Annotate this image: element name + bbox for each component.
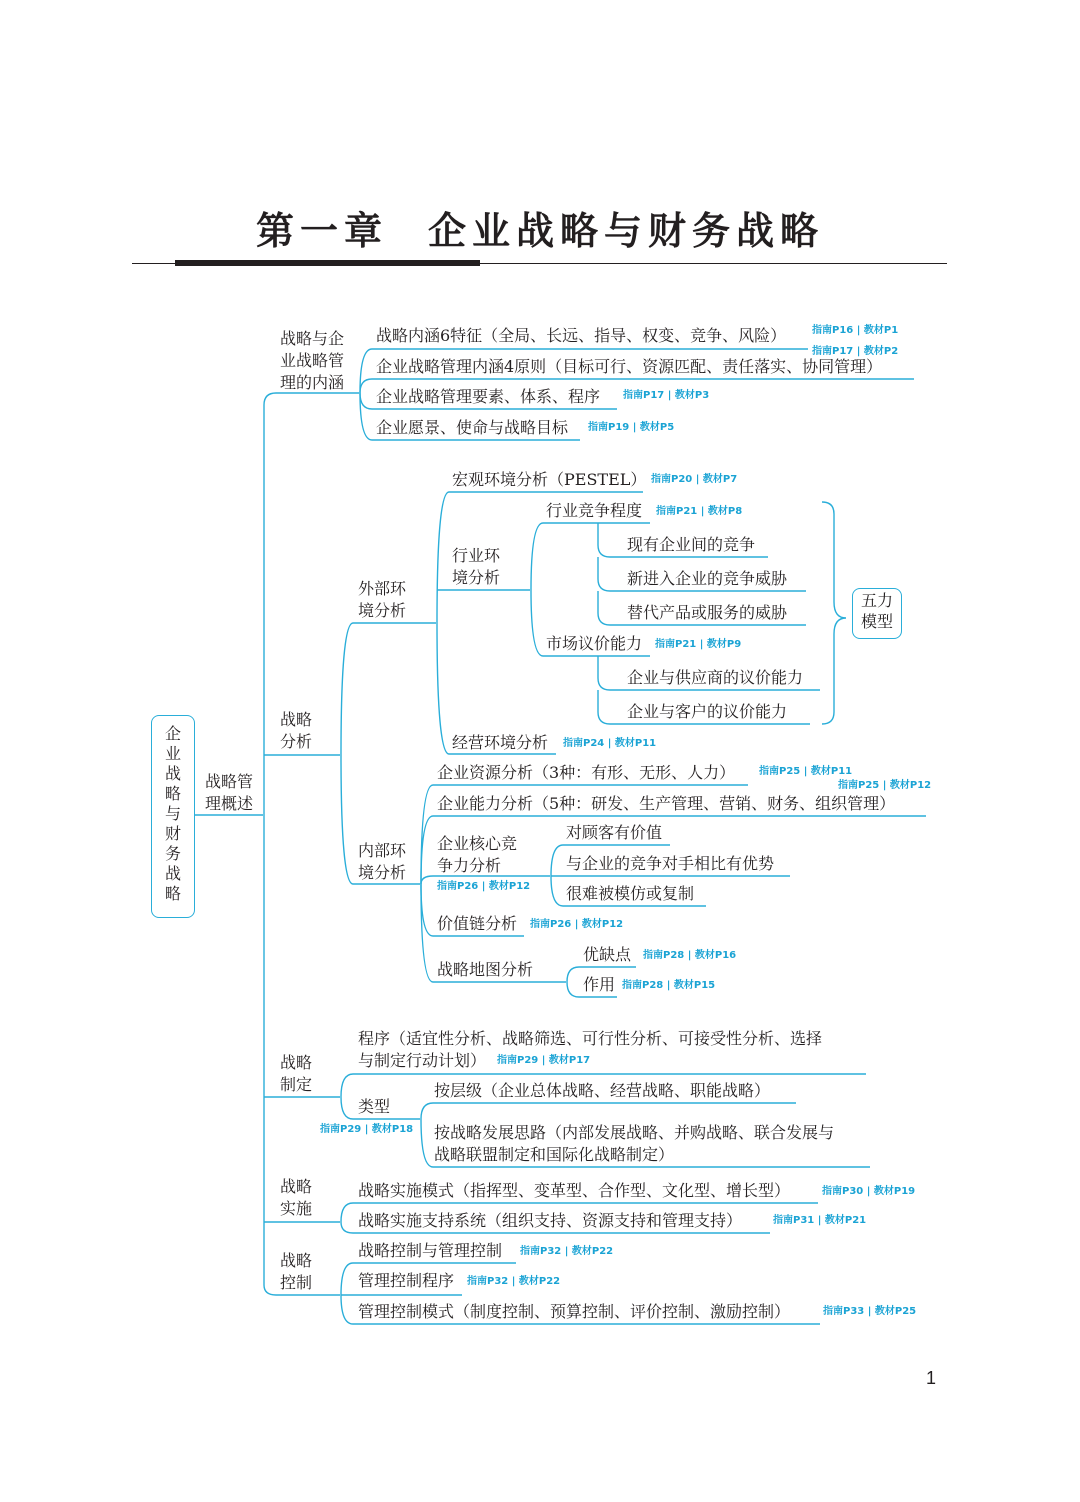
overview-label: 战略管 理概述 xyxy=(205,772,254,813)
neihan-item-1: 战略内涵6特征（全局、长远、指导、权变、竞争、风险） xyxy=(376,326,787,345)
shishi-ref-2: 指南P31 | 教材P21 xyxy=(773,1215,867,1226)
neihan-item-4: 企业愿景、使命与战略目标 xyxy=(376,418,569,437)
hexin-label: 企业核心竞 争力分析 xyxy=(437,834,518,875)
neihan-ref-1: 指南P16 | 教材P1 xyxy=(812,325,899,336)
ditu-label: 战略地图分析 xyxy=(437,960,534,979)
leixing-label: 类型 xyxy=(358,1097,391,1116)
kongzhi-ref-3: 指南P33 | 教材P25 xyxy=(823,1306,917,1317)
yijia-ref: 指南P21 | 教材P9 xyxy=(655,639,742,650)
nengli-item: 企业能力分析（5种：研发、生产管理、营销、财务、组织管理） xyxy=(437,794,896,813)
hexin-sub-1: 对顾客有价值 xyxy=(566,823,663,842)
root-label: 企业战略与财务战略 xyxy=(165,724,182,903)
jingzheng-ref: 指南P21 | 教材P8 xyxy=(656,506,743,517)
page-number: 1 xyxy=(926,1368,937,1388)
jingzheng-item: 行业竞争程度 xyxy=(546,501,643,520)
ziyuan-ref: 指南P25 | 教材P11 xyxy=(759,766,853,777)
cengji-item: 按层级（企业总体战略、经营战略、职能战略） xyxy=(434,1081,771,1100)
kongzhi-ref-2: 指南P32 | 教材P22 xyxy=(467,1276,561,1287)
silu-line-2: 战略联盟制定和国际化战略制定） xyxy=(434,1145,675,1164)
jingzheng-sub-1: 现有企业间的竞争 xyxy=(627,535,756,554)
chapter-number: 第一章 xyxy=(255,209,388,253)
zuoyong-ref: 指南P28 | 教材P15 xyxy=(622,980,716,991)
jingzheng-sub-2: 新进入企业的竞争威胁 xyxy=(627,569,788,588)
jingying-ref: 指南P24 | 教材P11 xyxy=(563,738,657,749)
pestel-item: 宏观环境分析（PESTEL） xyxy=(452,470,647,489)
neihan-label: 战略与企 业战略管 理的内涵 xyxy=(280,329,345,392)
nengli-ref: 指南P25 | 教材P12 xyxy=(838,780,932,791)
neibu-label: 内部环 境分析 xyxy=(358,841,407,882)
hexin-ref: 指南P26 | 教材P12 xyxy=(437,881,531,892)
zuoyong-item: 作用 xyxy=(583,975,616,994)
chapter-title xyxy=(0,200,1080,255)
shishi-ref-1: 指南P30 | 教材P19 xyxy=(822,1186,916,1197)
yijia-sub-1: 企业与供应商的议价能力 xyxy=(627,668,804,687)
kongzhi-item-2: 管理控制程序 xyxy=(358,1271,455,1290)
youque-ref: 指南P28 | 教材P16 xyxy=(643,950,737,961)
kongzhi-label: 战略 控制 xyxy=(280,1251,313,1292)
neihan-item-2: 企业战略管理内涵4原则（目标可行、资源匹配、责任落实、协同管理） xyxy=(376,357,883,376)
shishi-label: 战略 实施 xyxy=(280,1177,313,1218)
jiazhilian-item: 价值链分析 xyxy=(437,914,518,933)
jingzheng-sub-3: 替代产品或服务的威胁 xyxy=(627,603,788,622)
hexin-sub-3: 很难被模仿或复制 xyxy=(566,884,695,903)
shishi-item-1: 战略实施模式（指挥型、变革型、合作型、文化型、增长型） xyxy=(358,1181,791,1200)
neihan-ref-3: 指南P17 | 教材P3 xyxy=(623,390,710,401)
chengxu-line-1: 程序（适宜性分析、战略筛选、可行性分析、可接受性分析、选择 xyxy=(358,1029,823,1048)
kongzhi-item-1: 战略控制与管理控制 xyxy=(358,1241,503,1260)
fenxi-label: 战略 分析 xyxy=(280,710,313,751)
zhiding-label: 战略 制定 xyxy=(280,1053,313,1094)
shishi-item-2: 战略实施支持系统（组织支持、资源支持和管理支持） xyxy=(358,1211,743,1230)
chapter-name: 企业战略与财务战略 xyxy=(428,209,825,253)
silu-line-1: 按战略发展思路（内部发展战略、并购战略、联合发展与 xyxy=(434,1123,835,1142)
kongzhi-ref-1: 指南P32 | 教材P22 xyxy=(520,1246,614,1257)
leixing-ref: 指南P29 | 教材P18 xyxy=(320,1124,414,1135)
neihan-ref-4: 指南P19 | 教材P5 xyxy=(588,422,675,433)
five-forces-box: 五力 模型 xyxy=(852,588,902,639)
neihan-item-3: 企业战略管理要素、体系、程序 xyxy=(376,387,601,406)
root-node xyxy=(151,715,195,918)
chengxu-line-2: 与制定行动计划） xyxy=(358,1051,487,1070)
chengxu-ref: 指南P29 | 教材P17 xyxy=(497,1055,591,1066)
hexin-sub-2: 与企业的竞争对手相比有优势 xyxy=(566,854,775,873)
youque-item: 优缺点 xyxy=(583,945,632,964)
yijia-item: 市场议价能力 xyxy=(546,634,643,653)
waibu-label: 外部环 境分析 xyxy=(358,579,407,620)
kongzhi-item-3: 管理控制模式（制度控制、预算控制、评价控制、激励控制） xyxy=(358,1302,791,1321)
jiazhilian-ref: 指南P26 | 教材P12 xyxy=(530,919,624,930)
yijia-sub-2: 企业与客户的议价能力 xyxy=(627,702,788,721)
hangye-label: 行业环 境分析 xyxy=(452,546,501,587)
jingying-item: 经营环境分析 xyxy=(452,733,549,752)
title-rule-accent xyxy=(175,260,480,266)
neihan-ref-2: 指南P17 | 教材P2 xyxy=(812,346,899,357)
pestel-ref: 指南P20 | 教材P7 xyxy=(651,474,738,485)
ziyuan-item: 企业资源分析（3种：有形、无形、人力） xyxy=(437,763,736,782)
